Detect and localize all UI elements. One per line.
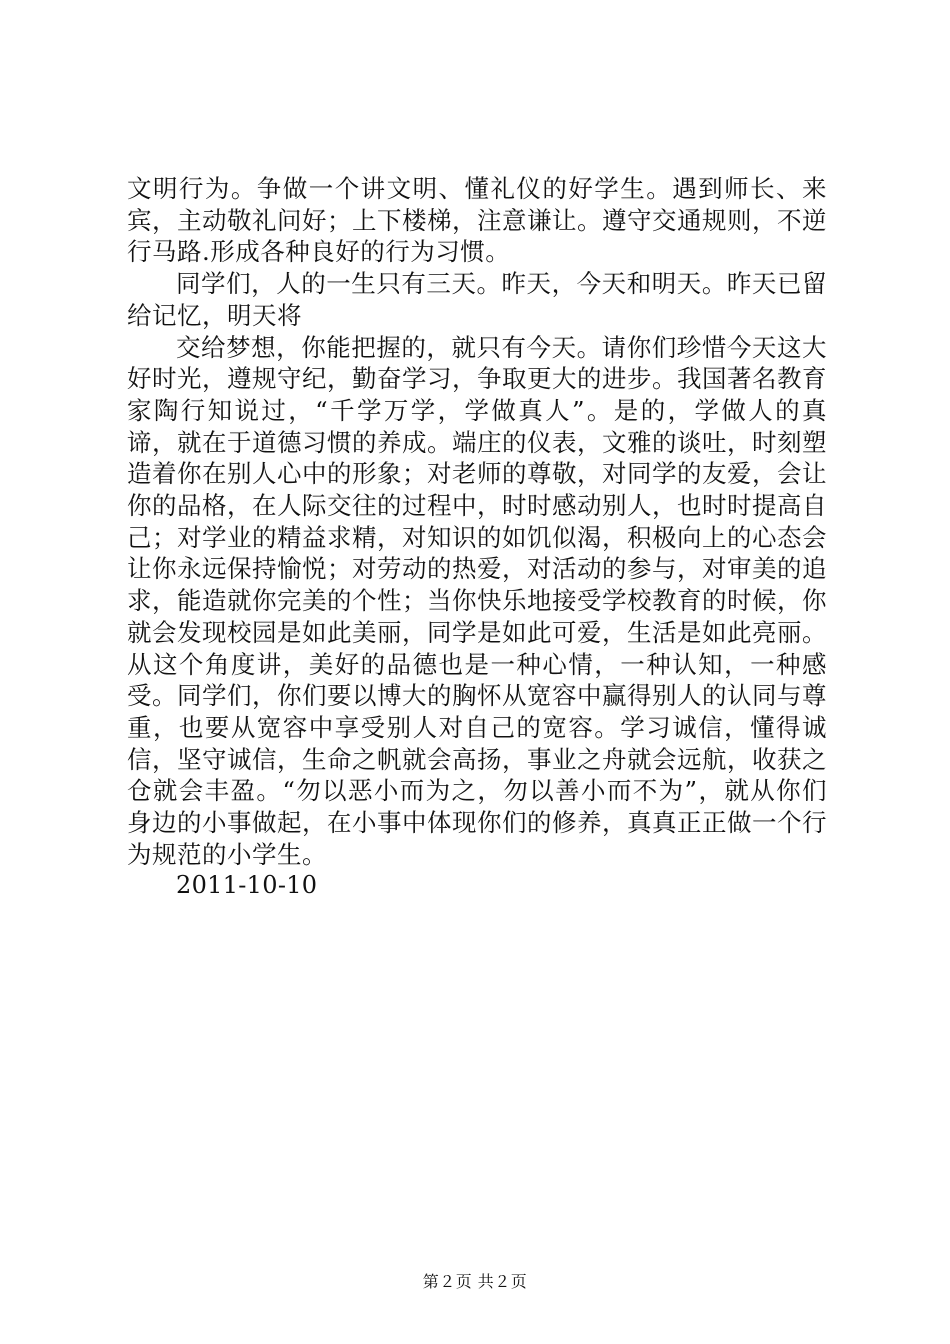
paragraph-main: 交给梦想，你能把握的，就只有今天。请你们珍惜今天这大好时光，遵规守纪，勤奋学习，争取更大的进步。我国著名教育家陶行知说过，“千学万学，学做真人”。是的，学做人的真谛，就在于道德习惯的养成。端庄的仪表，文雅的谈吐，时刻塑造着你在别人心中的形象；对老师的尊敬，对同学的友爱，会让你的品格，在人际交往的过程中，时时感动别人，也时时提高自己；对学业的精益求精，对知识的如饥似渴，积极向上的心态会让你永远保持愉悦；对劳动的热爱，对活动的参与，对审美的追求，能造就你完美的个性；当你快乐地接受学校教育的时候，你就会发现校园是如此美丽，同学是如此可爱，生活是如此亮丽。从这个角度讲，美好的品德也是一种心情，一种认知，一种感受。同学们，你们要以博大的胸怀从宽容中赢得别人的认同与尊重，也要从宽容中享受别人对自己的宽容。学习诚信，懂得诚信，坚守诚信，生命之帆就会高扬，事业之舟就会远航，收获之仓就会丰盈。“勿以恶小而为之，勿以善小而不为”，就从你们身边的小事做起，在小事中体现你们的修养，真真正正做一个行为规范的小学生。 — [127, 332, 827, 869]
page-footer: 第２页 共２页 — [422, 1272, 528, 1291]
paragraph-three-days: 同学们，人的一生只有三天。昨天，今天和明天。昨天已留给记忆，明天将 — [127, 269, 827, 330]
paragraph-continuation: 文明行为。争做一个讲文明、懂礼仪的好学生。遇到师长、来宾，主动敬礼问好；上下楼梯，注意谦让。遵守交通规则，不逆行马路.形成各种良好的行为习惯。 — [127, 174, 827, 267]
document-date: 2011-10-10 — [176, 871, 318, 900]
document-body — [127, 173, 827, 902]
